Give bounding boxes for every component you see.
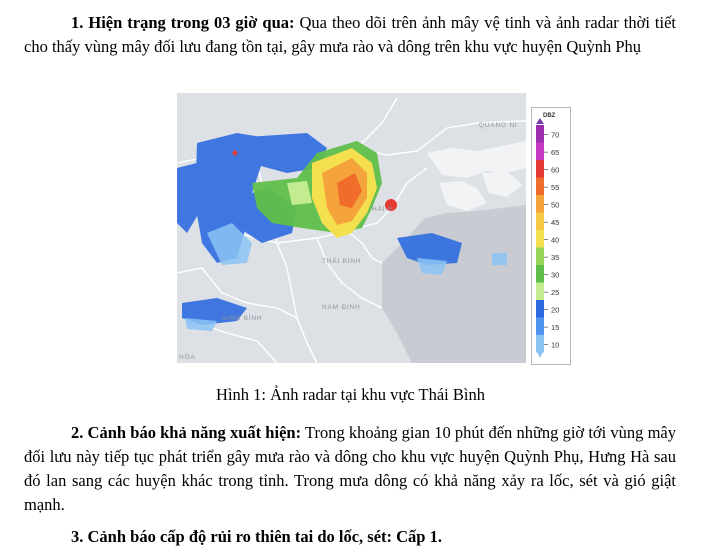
legend-tick-label: 30	[551, 270, 560, 280]
legend-tick-label: 70	[551, 130, 560, 140]
legend-tick-label: 50	[551, 200, 560, 210]
legend-tick-label: 55	[551, 183, 560, 193]
legend-color-swatch	[536, 125, 544, 143]
section-current-status-heading: 1. Hiện trạng trong 03 giờ qua:	[71, 13, 295, 32]
radar-map-image	[177, 93, 526, 363]
legend-color-swatch	[536, 213, 544, 231]
radar-legend	[531, 107, 571, 365]
legend-color-swatch	[536, 300, 544, 318]
section-warning	[24, 421, 676, 517]
legend-tick-label: 25	[551, 288, 560, 298]
label-hai-phong: HẢI P	[372, 206, 393, 213]
section-warning-text: Trong khoảng gian 10 phút đến những giờ tới vùng mây đối lưu này tiếp tục phát triển gây mưa rào và dông cho khu vực huyện Quỳnh Phụ, Hưng Hà sau đó lan sang các huyện khác trong tỉnh. Trong mưa dông có khả năng xảy ra lốc, sét và gió giật mạnh.	[24, 423, 677, 514]
section-risk-level	[24, 525, 676, 549]
label-ninh-binh: NINH BÌNH	[222, 315, 263, 322]
label-hoa: HÓA	[179, 354, 196, 361]
legend-tick-label: 45	[551, 218, 560, 228]
legend-tick-label: 60	[551, 165, 560, 175]
legend-color-swatch	[536, 335, 544, 353]
label-nam-dinh: NAM ĐỊNH	[322, 304, 361, 311]
label-thai-binh: THÁI BÌNH	[322, 258, 362, 265]
legend-color-swatch	[536, 143, 544, 161]
legend-color-swatch	[536, 178, 544, 196]
legend-tick-label: 20	[551, 305, 560, 315]
legend-tick-label: 10	[551, 340, 560, 350]
legend-tick-label: 40	[551, 235, 560, 245]
label-quang-ninh: QUANG NI	[479, 122, 518, 129]
legend-color-swatch	[536, 318, 544, 336]
legend-color-swatch	[536, 160, 544, 178]
section-warning-heading: 2. Cảnh báo khả năng xuất hiện:	[71, 423, 302, 442]
section-risk-level-heading: 3. Cảnh báo cấp độ rủi ro thiên tai do lốc, sét: Cấp 1.	[71, 527, 442, 546]
legend-unit: DBZ	[543, 113, 556, 119]
section-current-status	[24, 11, 676, 59]
figure-caption: Hình 1: Ảnh radar tại khu vực Thái Bình	[216, 385, 485, 404]
legend-color-swatch	[536, 195, 544, 213]
legend-tick-label: 65	[551, 148, 560, 158]
section-current-status-text: Qua theo dõi trên ảnh mây vệ tinh và ảnh radar thời tiết cho thấy vùng mây đối lưu đang tồn tại, gây mưa rào và dông trên khu vực huyện Quỳnh Phụ	[24, 13, 676, 56]
legend-color-swatch	[536, 230, 544, 248]
legend-color-swatch	[536, 248, 544, 266]
legend-tick-label: 15	[551, 323, 560, 333]
legend-tick-label: 35	[551, 253, 560, 263]
legend-color-swatch	[536, 283, 544, 301]
legend-color-swatch	[536, 265, 544, 283]
